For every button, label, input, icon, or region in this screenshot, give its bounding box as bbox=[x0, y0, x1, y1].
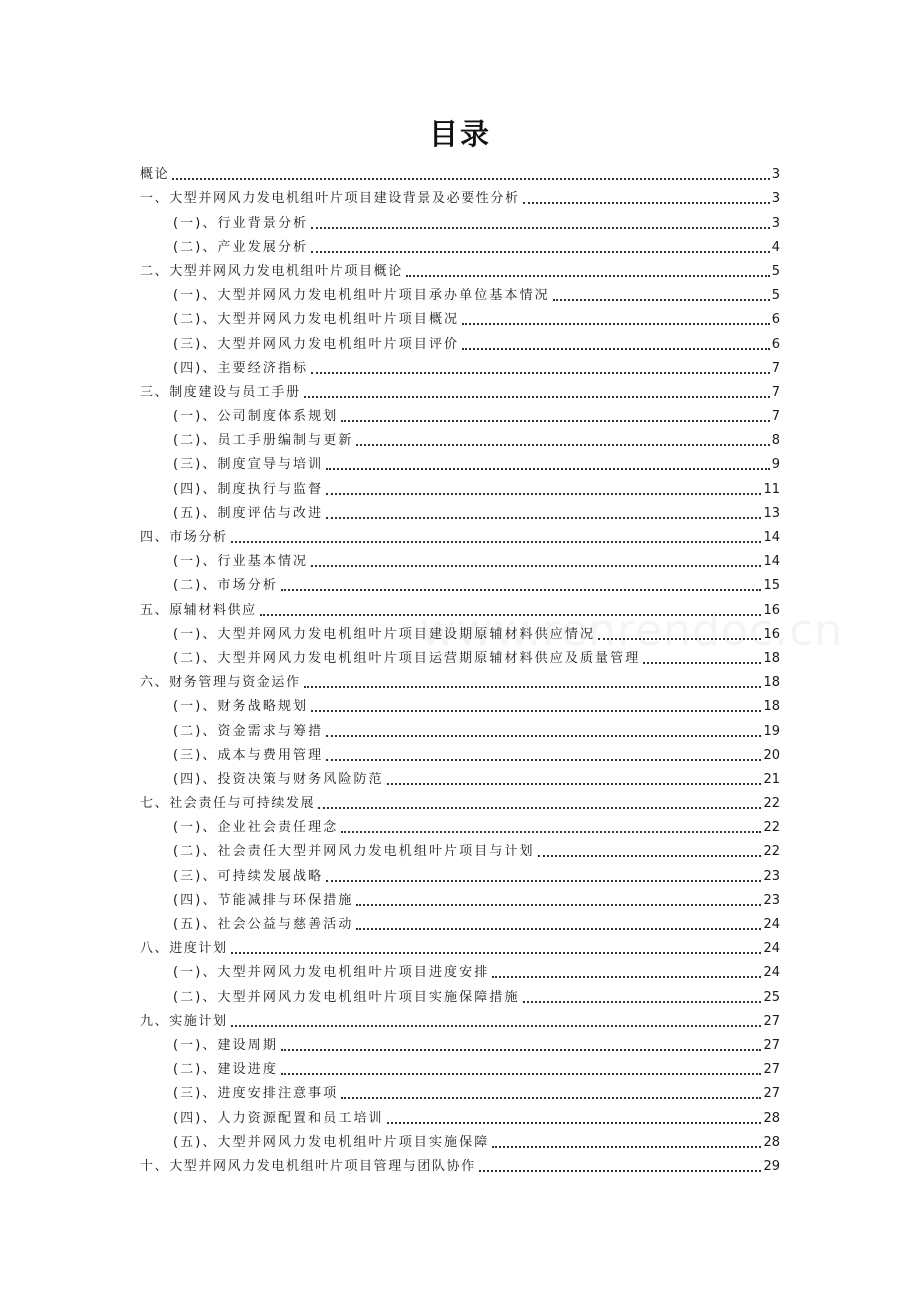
dot-leader bbox=[231, 1025, 762, 1027]
toc-entry-label: (一)、大型并网风力发电机组叶片项目建设期原辅材料供应情况 bbox=[173, 626, 596, 642]
dot-leader bbox=[260, 614, 762, 616]
dot-leader bbox=[523, 202, 770, 204]
toc-entry[interactable] bbox=[140, 354, 780, 378]
toc-entry-page-number: 6 bbox=[771, 336, 780, 352]
dot-leader bbox=[281, 589, 762, 591]
toc-entry-page-number: 14 bbox=[763, 530, 780, 545]
toc-entry[interactable] bbox=[140, 765, 780, 789]
toc-entry-page-number: 16 bbox=[763, 626, 780, 642]
toc-entry[interactable] bbox=[140, 958, 780, 982]
toc-entry[interactable] bbox=[140, 571, 780, 595]
dot-leader bbox=[311, 251, 770, 253]
dot-leader bbox=[326, 468, 769, 470]
toc-entry-label: (四)、人力资源配置和员工培训 bbox=[173, 1110, 384, 1126]
toc-entry-page-number: 24 bbox=[763, 941, 780, 957]
toc-entry-label: (一)、行业基本情况 bbox=[173, 554, 309, 570]
toc-entry[interactable] bbox=[140, 910, 780, 934]
toc-entry-label: 一、大型并网风力发电机组叶片项目建设背景及必要性分析 bbox=[140, 191, 520, 207]
dot-leader bbox=[172, 178, 770, 180]
toc-entry-label: (四)、节能减排与环保措施 bbox=[173, 892, 354, 908]
toc-entry[interactable] bbox=[140, 595, 780, 619]
toc-entry-label: (一)、财务战略规划 bbox=[173, 699, 309, 715]
dot-leader bbox=[326, 735, 761, 737]
toc-entry-page-number: 27 bbox=[763, 1062, 780, 1078]
dot-leader bbox=[462, 323, 770, 325]
toc-entry[interactable] bbox=[140, 886, 780, 910]
dot-leader bbox=[387, 783, 762, 785]
toc-entry-label: (四)、制度执行与监督 bbox=[173, 481, 324, 497]
dot-leader bbox=[326, 880, 761, 882]
toc-entry[interactable] bbox=[140, 474, 780, 498]
toc-entry-page-number: 18 bbox=[763, 650, 780, 666]
dot-leader bbox=[356, 928, 761, 930]
toc-entry-page-number: 7 bbox=[771, 384, 780, 400]
toc-entry-label: 三、制度建设与员工手册 bbox=[140, 384, 301, 400]
toc-entry-label: (五)、社会公益与慈善活动 bbox=[173, 917, 354, 932]
dot-leader bbox=[643, 662, 761, 664]
toc-entry[interactable] bbox=[140, 982, 780, 1006]
toc-entry-label: 五、原辅材料供应 bbox=[140, 602, 257, 618]
toc-list bbox=[140, 160, 780, 1176]
toc-entry[interactable] bbox=[140, 1103, 780, 1127]
toc-entry-page-number: 29 bbox=[763, 1158, 780, 1174]
toc-entry[interactable] bbox=[140, 741, 780, 765]
toc-entry-page-number: 19 bbox=[763, 723, 780, 739]
toc-entry-page-number: 14 bbox=[763, 554, 780, 570]
toc-entry-page-number: 16 bbox=[763, 602, 780, 618]
toc-entry-label: (一)、行业背景分析 bbox=[173, 215, 309, 231]
toc-entry-page-number: 7 bbox=[771, 409, 780, 425]
toc-entry[interactable] bbox=[140, 499, 780, 523]
toc-entry[interactable] bbox=[140, 329, 780, 353]
toc-entry-page-number: 13 bbox=[763, 505, 780, 521]
toc-entry-label: (一)、企业社会责任理念 bbox=[173, 820, 339, 836]
toc-entry-label: (二)、员工手册编制与更新 bbox=[173, 433, 354, 449]
toc-entry-page-number: 3 bbox=[771, 215, 780, 231]
toc-entry-page-number: 18 bbox=[763, 675, 780, 691]
toc-entry[interactable] bbox=[140, 861, 780, 885]
toc-entry-label: 概论 bbox=[140, 167, 170, 183]
dot-leader bbox=[341, 831, 761, 833]
dot-leader bbox=[318, 807, 761, 809]
toc-entry[interactable] bbox=[140, 257, 780, 281]
toc-entry-label: (五)、制度评估与改进 bbox=[173, 505, 324, 521]
toc-entry-page-number: 24 bbox=[763, 965, 780, 981]
toc-entry-label: 九、实施计划 bbox=[140, 1013, 228, 1029]
toc-entry-page-number: 3 bbox=[771, 191, 780, 207]
dot-leader bbox=[341, 1097, 761, 1099]
toc-entry-label: (一)、公司制度体系规划 bbox=[173, 409, 339, 425]
toc-entry-page-number: 27 bbox=[763, 1086, 780, 1102]
dot-leader bbox=[326, 517, 761, 519]
toc-entry-label: (二)、建设进度 bbox=[173, 1062, 278, 1078]
toc-entry[interactable] bbox=[140, 160, 780, 184]
toc-entry-page-number: 28 bbox=[763, 1134, 780, 1150]
toc-entry-label: 四、市场分析 bbox=[140, 530, 228, 545]
toc-entry-page-number: 22 bbox=[763, 820, 780, 836]
toc-entry[interactable] bbox=[140, 1055, 780, 1079]
dot-leader bbox=[387, 1122, 762, 1124]
toc-entry[interactable] bbox=[140, 1007, 780, 1031]
toc-entry-page-number: 21 bbox=[763, 771, 780, 787]
dot-leader bbox=[598, 638, 761, 640]
toc-entry[interactable] bbox=[140, 1128, 780, 1152]
toc-entry-page-number: 27 bbox=[763, 1037, 780, 1053]
toc-entry-label: (三)、大型并网风力发电机组叶片项目评价 bbox=[173, 336, 460, 352]
toc-entry-page-number: 27 bbox=[763, 1013, 780, 1029]
toc-entry[interactable] bbox=[140, 620, 780, 644]
toc-entry[interactable] bbox=[140, 668, 780, 692]
dot-leader bbox=[356, 444, 769, 446]
toc-entry-label: (二)、大型并网风力发电机组叶片项目实施保障措施 bbox=[173, 989, 520, 1005]
toc-entry-label: (二)、产业发展分析 bbox=[173, 239, 309, 255]
toc-entry-page-number: 28 bbox=[763, 1110, 780, 1126]
toc-entry[interactable] bbox=[140, 305, 780, 329]
toc-entry-page-number: 4 bbox=[771, 239, 780, 255]
toc-entry[interactable] bbox=[140, 450, 780, 474]
toc-entry-label: 八、进度计划 bbox=[140, 941, 228, 957]
toc-entry-label: (二)、资金需求与筹措 bbox=[173, 723, 324, 739]
toc-entry-label: (三)、制度宣导与培训 bbox=[173, 457, 324, 473]
toc-entry-page-number: 25 bbox=[763, 989, 780, 1005]
dot-leader bbox=[311, 227, 770, 229]
toc-entry-page-number: 7 bbox=[771, 360, 780, 376]
dot-leader bbox=[492, 1146, 761, 1148]
toc-entry-label: (三)、成本与费用管理 bbox=[173, 747, 324, 763]
toc-entry-label: (一)、大型并网风力发电机组叶片项目进度安排 bbox=[173, 965, 490, 981]
dot-leader bbox=[523, 1001, 762, 1003]
toc-entry-label: 七、社会责任与可持续发展 bbox=[140, 796, 316, 812]
toc-entry-page-number: 20 bbox=[763, 747, 780, 763]
toc-entry-label: 二、大型并网风力发电机组叶片项目概论 bbox=[140, 263, 403, 279]
dot-leader bbox=[341, 420, 769, 422]
toc-entry-label: (二)、社会责任大型并网风力发电机组叶片项目与计划 bbox=[173, 844, 535, 860]
toc-entry[interactable] bbox=[140, 1079, 780, 1103]
toc-entry-page-number: 22 bbox=[763, 796, 780, 812]
toc-entry[interactable] bbox=[140, 426, 780, 450]
toc-entry[interactable] bbox=[140, 1031, 780, 1055]
toc-entry-page-number: 23 bbox=[763, 868, 780, 884]
toc-entry[interactable] bbox=[140, 184, 780, 208]
toc-entry[interactable] bbox=[140, 523, 780, 547]
toc-entry[interactable] bbox=[140, 208, 780, 232]
toc-entry-page-number: 8 bbox=[771, 433, 780, 449]
toc-entry-label: (四)、投资决策与财务风险防范 bbox=[173, 771, 384, 787]
toc-entry[interactable] bbox=[140, 716, 780, 740]
toc-entry[interactable] bbox=[140, 644, 780, 668]
toc-entry-page-number: 9 bbox=[771, 457, 780, 473]
toc-entry[interactable] bbox=[140, 813, 780, 837]
toc-entry-page-number: 15 bbox=[763, 578, 780, 594]
toc-entry-label: (三)、进度安排注意事项 bbox=[173, 1086, 339, 1102]
toc-entry-page-number: 24 bbox=[763, 917, 780, 932]
dot-leader bbox=[326, 493, 761, 495]
dot-leader bbox=[479, 1170, 762, 1172]
toc-entry-label: (二)、大型并网风力发电机组叶片项目运营期原辅材料供应及质量管理 bbox=[173, 650, 641, 666]
toc-entry[interactable] bbox=[140, 837, 780, 861]
dot-leader bbox=[231, 952, 762, 954]
toc-entry-page-number: 6 bbox=[771, 312, 780, 328]
toc-entry-label: 十、大型并网风力发电机组叶片项目管理与团队协作 bbox=[140, 1158, 476, 1174]
toc-entry-page-number: 11 bbox=[763, 481, 780, 497]
toc-entry-page-number: 23 bbox=[763, 892, 780, 908]
toc-entry-label: (五)、大型并网风力发电机组叶片项目实施保障 bbox=[173, 1134, 490, 1150]
dot-leader bbox=[311, 372, 770, 374]
toc-entry[interactable] bbox=[140, 547, 780, 571]
dot-leader bbox=[553, 299, 770, 301]
dot-leader bbox=[326, 759, 761, 761]
toc-entry-label: (四)、主要经济指标 bbox=[173, 360, 309, 376]
toc-entry-page-number: 18 bbox=[763, 699, 780, 715]
dot-leader bbox=[311, 565, 761, 567]
toc-entry-label: (一)、建设周期 bbox=[173, 1037, 278, 1053]
toc-entry-page-number: 5 bbox=[771, 263, 780, 279]
toc-entry-page-number: 22 bbox=[763, 844, 780, 860]
toc-title: 目录 bbox=[428, 117, 491, 151]
dot-leader bbox=[304, 686, 762, 688]
dot-leader bbox=[406, 275, 770, 277]
toc-entry[interactable] bbox=[140, 692, 780, 716]
dot-leader bbox=[462, 348, 770, 350]
toc-entry-page-number: 3 bbox=[771, 167, 780, 183]
dot-leader bbox=[231, 541, 762, 543]
toc-entry-label: 六、财务管理与资金运作 bbox=[140, 675, 301, 691]
toc-entry-page-number: 5 bbox=[771, 288, 780, 304]
toc-entry[interactable] bbox=[140, 233, 780, 257]
dot-leader bbox=[356, 904, 761, 906]
dot-leader bbox=[538, 855, 762, 857]
toc-entry-label: (二)、大型并网风力发电机组叶片项目概况 bbox=[173, 312, 460, 328]
toc-entry[interactable] bbox=[140, 789, 780, 813]
toc-entry-label: (一)、大型并网风力发电机组叶片项目承办单位基本情况 bbox=[173, 288, 550, 304]
dot-leader bbox=[304, 396, 770, 398]
dot-leader bbox=[311, 710, 761, 712]
toc-entry[interactable] bbox=[140, 402, 780, 426]
toc-entry-label: (二)、市场分析 bbox=[173, 578, 278, 594]
toc-entry[interactable] bbox=[140, 1152, 780, 1176]
toc-entry[interactable] bbox=[140, 281, 780, 305]
toc-entry[interactable] bbox=[140, 934, 780, 958]
dot-leader bbox=[492, 976, 761, 978]
toc-entry[interactable] bbox=[140, 378, 780, 402]
dot-leader bbox=[281, 1049, 762, 1051]
dot-leader bbox=[281, 1073, 762, 1075]
toc-entry-label: (三)、可持续发展战略 bbox=[173, 868, 324, 884]
